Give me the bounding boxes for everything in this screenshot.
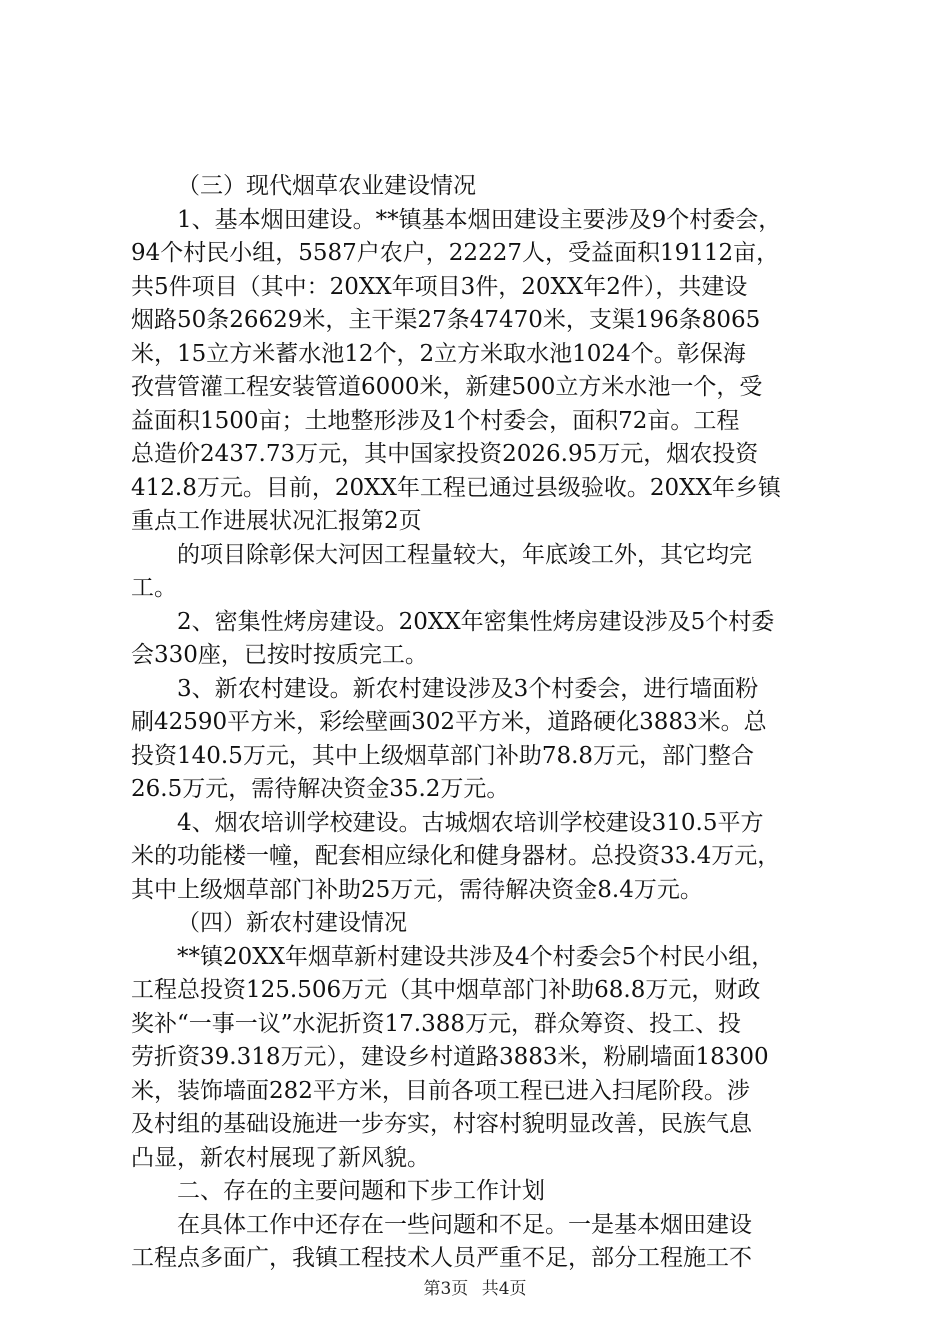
text-line: 总造价2437.73万元，其中国家投资2026.95万元，烟农投资: [131, 441, 759, 467]
text-line: 米，装饰墙面282平方米，目前各项工程已进入扫尾阶段。涉: [131, 1077, 750, 1104]
text-line: 工程总投资125.506万元（其中烟草部门补助68.8万元，财政: [131, 977, 761, 1003]
text-line: 94个村民小组，5587户农户，22227人，受益面积19112亩，: [131, 240, 780, 266]
body-text: [131, 170, 831, 1276]
text-line: 二、存在的主要问题和下步工作计划: [177, 1178, 545, 1204]
text-line: 26.5万元，需待解决资金35.2万元。: [131, 776, 510, 802]
text-line: 工。: [131, 575, 177, 601]
text-line: 及村组的基础设施进一步夯实，村容村貌明显改善，民族气息: [131, 1111, 752, 1137]
text-line: **镇20XX年烟草新村建设共涉及4个村委会5个村民小组，: [177, 943, 775, 970]
text-line: 3、新农村建设。新农村建设涉及3个村委会，进行墙面粉: [177, 675, 759, 702]
text-line: 益面积1500亩；土地整形涉及1个村委会，面积72亩。工程: [131, 407, 740, 434]
text-line: 孜营管灌工程安装管道6000米，新建500立方米水池一个，受: [131, 374, 763, 400]
text-line: （三）现代烟草农业建设情况: [177, 173, 476, 199]
text-line: 烟路50条26629米，主干渠27条47470米，支渠196条8065: [131, 307, 761, 333]
page-footer: [0, 1274, 950, 1299]
text-line: 的项目除彰保大河因工程量较大，年底竣工外，其它均完: [177, 541, 752, 568]
text-line: 2、密集性烤房建设。20XX年密集性烤房建设涉及5个村委: [177, 608, 775, 635]
text-line: 共5件项目（其中：20XX年项目3件，20XX年2件），共建设: [131, 273, 748, 300]
text-line: 投资140.5万元，其中上级烟草部门补助78.8万元，部门整合: [131, 742, 755, 769]
text-line: 在具体工作中还存在一些问题和不足。一是基本烟田建设: [177, 1211, 752, 1238]
text-line: 其中上级烟草部门补助25万元，需待解决资金8.4万元。: [131, 876, 703, 903]
text-line: 工程点多面广，我镇工程技术人员严重不足，部分工程施工不: [131, 1245, 752, 1271]
text-line: 重点工作进展状况汇报第2页: [131, 508, 422, 534]
text-line: 凸显，新农村展现了新风貌。: [131, 1144, 430, 1171]
text-line: 奖补“一事一议”水泥折资17.388万元，群众筹资、投工、投: [131, 1010, 741, 1037]
text-line: （四）新农村建设情况: [177, 910, 407, 936]
text-line: 会330座，已按时按质完工。: [131, 642, 428, 668]
text-line: 4、烟农培训学校建设。古城烟农培训学校建设310.5平方: [177, 809, 764, 836]
text-line: 刷42590平方米，彩绘壁画302平方米，道路硬化3883米。总: [131, 709, 767, 735]
text-line: 米，15立方米蓄水池12个，2立方米取水池1024个。彰保海: [131, 340, 746, 367]
text-line: 412.8万元。目前，20XX年工程已通过县级验收。20XX年乡镇: [131, 474, 781, 501]
text-line: 1、基本烟田建设。**镇基本烟田建设主要涉及9个村委会，: [177, 206, 782, 233]
text-line: 米的功能楼一幢，配套相应绿化和健身器材。总投资33.4万元，: [131, 843, 781, 869]
page-total: 共4页: [481, 1279, 527, 1299]
text-line: 劳折资39.318万元），建设乡村道路3883米，粉刷墙面18300: [131, 1044, 769, 1070]
page-number: 第3页: [423, 1279, 469, 1299]
